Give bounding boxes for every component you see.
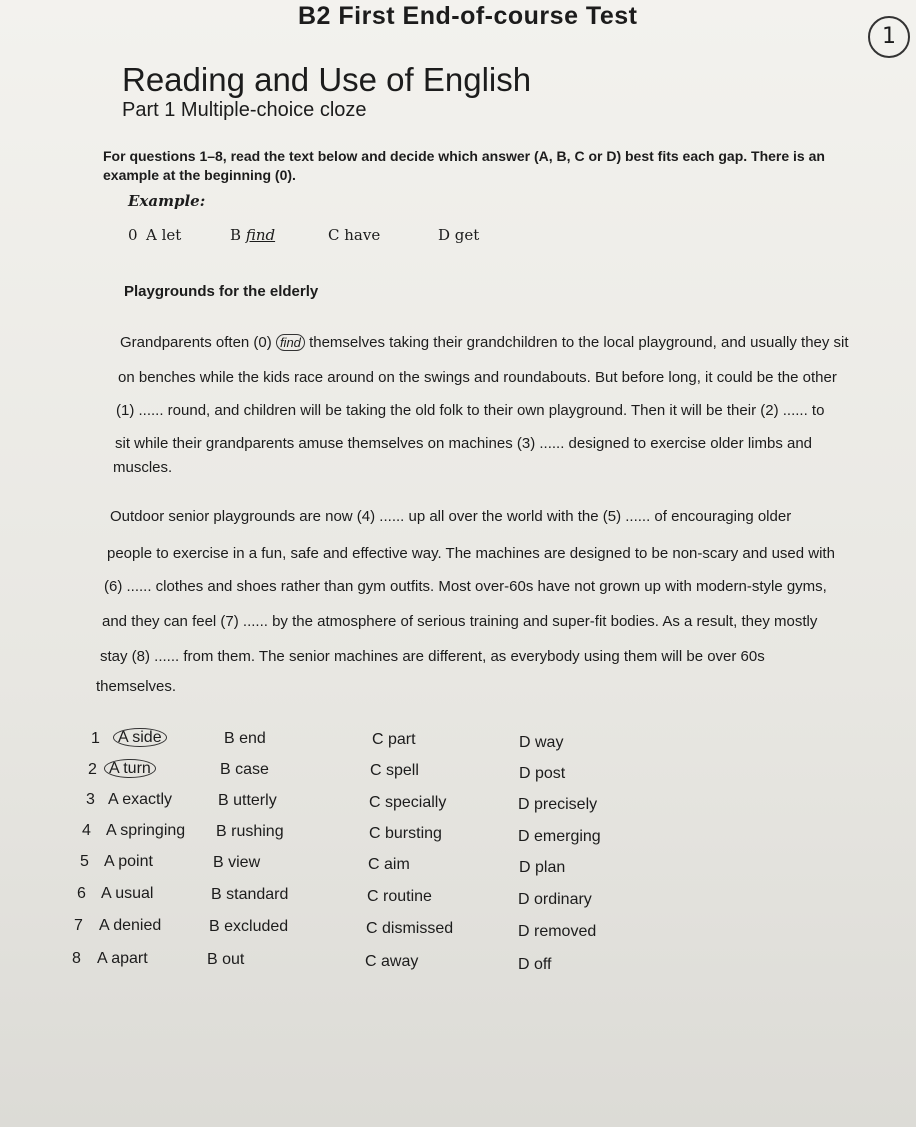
text-line-7: people to exercise in a fun, safe and effective way. The machines are designed to be non-scary and used with — [107, 545, 835, 562]
question-number: 5 — [80, 853, 89, 870]
text-line-1-end: themselves taking their grandchildren to the local playground, and usually they sit — [309, 334, 849, 351]
question-option-b[interactable]: B excluded — [209, 918, 289, 935]
question-number: 2 — [88, 761, 97, 778]
question-option-b[interactable]: B case — [220, 761, 269, 778]
question-option-a[interactable]: A side — [113, 729, 167, 747]
instructions: For questions 1–8, read the text below and decide which answer (A, B, C or D) best fits each gap. There is an example at the beginning (0). — [103, 148, 825, 183]
question-option-b[interactable]: B view — [213, 854, 261, 871]
question-option-d[interactable]: D post — [519, 765, 566, 782]
question-option-c[interactable]: C part — [372, 731, 416, 748]
question-option-a[interactable]: A denied — [99, 917, 162, 934]
question-option-a[interactable]: A usual — [101, 885, 154, 902]
question-option-a[interactable]: A point — [104, 853, 153, 870]
example-option-d: D get — [438, 226, 480, 244]
question-number: 8 — [72, 950, 81, 967]
example-number: 0 — [128, 226, 138, 244]
gap-0-answer: find — [276, 334, 305, 351]
question-number: 6 — [77, 885, 86, 902]
question-number: 4 — [82, 822, 91, 839]
question-option-d[interactable]: D precisely — [518, 796, 598, 813]
question-option-c[interactable]: C dismissed — [366, 920, 454, 937]
question-option-b[interactable]: B end — [224, 730, 266, 747]
question-option-a[interactable]: A apart — [97, 950, 148, 967]
section-title: Reading and Use of English — [122, 61, 532, 98]
example-option-c: C have — [328, 226, 381, 244]
test-title: B2 First End-of-course Test — [298, 2, 638, 30]
question-option-c[interactable]: C spell — [370, 762, 419, 779]
part-title: Part 1 Multiple-choice cloze — [122, 99, 367, 121]
question-option-d[interactable]: D ordinary — [518, 891, 592, 908]
example-option-b-letter: B — [230, 226, 242, 244]
question-option-d[interactable]: D plan — [519, 859, 566, 876]
question-option-c[interactable]: C away — [365, 953, 419, 970]
text-line-1 — [120, 334, 849, 351]
text-title: Playgrounds for the elderly — [124, 283, 319, 300]
text-line-10: stay (8) ...... from them. The senior machines are different, as everybody using them will be over 60s — [100, 648, 765, 665]
example-option-b-word: find — [245, 226, 276, 244]
question-number: 1 — [91, 730, 100, 747]
question-option-b[interactable]: B standard — [211, 886, 289, 903]
question-option-a[interactable]: A turn — [104, 760, 156, 778]
text-line-4: sit while their grandparents amuse themselves on machines (3) ...... designed to exercise older limbs and — [115, 435, 813, 452]
question-option-d[interactable]: D way — [519, 734, 564, 751]
question-option-b[interactable]: B out — [207, 951, 245, 968]
example-option-b — [230, 226, 275, 244]
question-option-b[interactable]: B rushing — [216, 823, 284, 840]
text-line-11: themselves. — [96, 678, 177, 695]
text-line-5: muscles. — [113, 459, 173, 476]
text-line-8: (6) ...... clothes and shoes rather than gym outfits. Most over-60s have not grown up with modern-style gyms, — [104, 578, 827, 595]
question-option-c[interactable]: C aim — [368, 856, 410, 873]
text-line-3: (1) ...... round, and children will be taking the old folk to their own playground. Then it will be their (2) ...... to — [116, 402, 825, 419]
text-line-1-start: Grandparents often (0) — [120, 334, 272, 351]
question-number: 3 — [86, 791, 95, 808]
question-option-d[interactable]: D emerging — [518, 828, 601, 845]
text-line-2: on benches while the kids race around on the swings and roundabouts. But before long, it could be the other — [118, 369, 837, 386]
text-line-6: Outdoor senior playgrounds are now (4) ...... up all over the world with the (5) ...... of encouraging older — [110, 508, 792, 525]
question-number: 7 — [74, 917, 83, 934]
question-option-c[interactable]: C routine — [367, 888, 432, 905]
question-option-b[interactable]: B utterly — [218, 792, 277, 809]
example-option-a: A let — [146, 226, 182, 244]
question-option-d[interactable]: D removed — [518, 923, 597, 940]
example-label: Example: — [128, 192, 206, 210]
page-number-badge: 1 — [868, 16, 910, 58]
question-option-c[interactable]: C bursting — [369, 825, 442, 842]
question-option-d[interactable]: D off — [518, 956, 552, 973]
question-option-a[interactable]: A exactly — [108, 791, 173, 808]
question-option-a[interactable]: A springing — [106, 822, 186, 839]
question-option-c[interactable]: C specially — [369, 794, 447, 811]
text-line-9: and they can feel (7) ...... by the atmosphere of serious training and super-fit bodies. As a result, they mostly — [102, 613, 818, 630]
